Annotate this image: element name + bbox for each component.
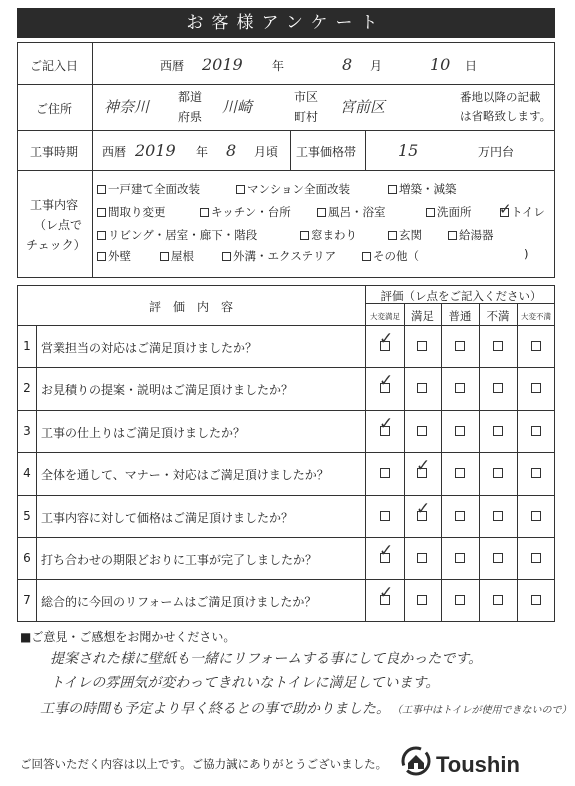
work-option[interactable] <box>300 227 357 243</box>
address-prefecture: 神奈川 <box>104 98 150 116</box>
rating-checkbox[interactable] <box>531 383 541 393</box>
question-number: 3 <box>23 423 31 438</box>
work-option-label: 一戸建て全面改装 <box>108 182 200 196</box>
checkbox[interactable] <box>317 208 326 217</box>
rating-checkbox[interactable] <box>417 341 427 351</box>
entry-year: 2019 <box>202 55 243 74</box>
rating-checkbox[interactable] <box>493 511 503 521</box>
address-label: ご住所 <box>36 102 73 116</box>
work-option[interactable] <box>362 248 419 264</box>
rating-checkbox[interactable] <box>380 511 390 521</box>
work-option-label: キッチン・台所 <box>211 205 291 219</box>
work-option[interactable] <box>97 181 200 197</box>
scale-unsatisfied: 不満 <box>486 309 510 323</box>
brand-name: Toushin <box>436 752 520 777</box>
question-text: 総合的に今回のリフォームはご満足頂けましたか？ <box>41 595 317 610</box>
rating-checkbox[interactable] <box>417 383 427 393</box>
checkbox[interactable] <box>222 252 231 261</box>
period-month-unit: 月頃 <box>254 145 279 159</box>
rating-checkbox[interactable] <box>493 383 503 393</box>
check-mark-icon: ✓ <box>379 541 394 561</box>
entry-month: 8 <box>342 55 353 74</box>
address-town: 宮前区 <box>340 98 386 116</box>
city-unit-top: 市区 <box>294 90 319 104</box>
rating-checkbox[interactable] <box>531 511 541 521</box>
question-number: 5 <box>23 508 31 523</box>
work-option-label: 外壁 <box>108 249 131 263</box>
work-option[interactable] <box>448 227 494 243</box>
checkbox[interactable] <box>200 208 209 217</box>
question-text: 打ち合わせの期限どおりに工事が完了しましたか？ <box>41 553 318 567</box>
work-content-label: 工事内容 <box>30 198 79 212</box>
question-number: 6 <box>23 551 31 565</box>
work-option-label: 窓まわり <box>311 228 357 242</box>
question-text: 全体を通して、マナー・対応はご満足頂けましたか？ <box>41 468 329 483</box>
comment-line-1: 提案された様に壁紙も一緒にリフォームする事にして良かったです。 <box>50 651 483 667</box>
checkbox[interactable] <box>97 252 106 261</box>
rating-checkbox[interactable] <box>416 498 431 521</box>
evaluation-table <box>17 285 555 622</box>
rating-checkbox[interactable] <box>455 595 465 605</box>
work-option[interactable] <box>388 181 457 197</box>
comment-line-3-note: （工事中はトイレが使用できないので） <box>392 705 572 716</box>
work-option[interactable] <box>97 227 257 243</box>
rating-checkbox[interactable] <box>416 456 431 478</box>
rating-checkbox[interactable] <box>379 413 394 436</box>
question-text: お見積りの提案・説明はご満足頂けましたか？ <box>41 383 294 398</box>
work-option[interactable] <box>97 248 131 264</box>
rating-checkbox[interactable] <box>455 426 465 436</box>
checkbox[interactable] <box>97 208 106 217</box>
rating-checkbox[interactable] <box>493 595 503 605</box>
work-option-label: トイレ <box>511 205 545 219</box>
page-title: お客様アンケート <box>17 8 555 38</box>
work-option-label: 間取り変更 <box>108 205 166 219</box>
work-option-label: 風呂・浴室 <box>328 205 386 219</box>
scale-neutral: 普通 <box>448 309 472 323</box>
work-option-label: 玄関 <box>399 228 422 242</box>
entry-day: 10 <box>430 55 451 74</box>
checkbox[interactable] <box>448 231 457 240</box>
entry-date-label: ご記入日 <box>30 59 79 73</box>
rating-checkbox[interactable] <box>379 371 394 393</box>
rating-checkbox[interactable] <box>531 595 541 605</box>
work-option-label: 給湯器 <box>459 228 494 242</box>
scale-satisfied: 満足 <box>411 309 434 323</box>
work-option-label: その他（ <box>373 249 419 263</box>
price-range-label: 工事価格帯 <box>296 145 357 159</box>
work-option[interactable] <box>388 227 422 243</box>
city-unit-bottom: 町村 <box>294 110 319 124</box>
rating-checkbox[interactable] <box>379 329 394 351</box>
check-mark-icon: ✓ <box>379 329 394 349</box>
period-year-unit: 年 <box>196 145 209 159</box>
rating-checkbox[interactable] <box>455 553 465 563</box>
rating-checkbox[interactable] <box>531 341 541 351</box>
checkbox[interactable] <box>388 185 397 194</box>
price-range-unit: 万円台 <box>478 145 515 159</box>
entry-year-unit: 年 <box>272 59 285 73</box>
question-text: 営業担当の対応はご満足頂けましたか？ <box>41 341 258 355</box>
rating-checkbox[interactable] <box>455 383 465 393</box>
question-number: 4 <box>23 466 31 481</box>
rating-checkbox[interactable] <box>531 468 541 478</box>
question-text: 工事の仕上りはご満足頂けましたか？ <box>41 425 246 440</box>
rating-checkbox[interactable] <box>379 541 394 563</box>
checkbox[interactable] <box>160 252 169 261</box>
work-option[interactable] <box>97 204 166 220</box>
rating-checkbox[interactable] <box>493 553 503 563</box>
comment-line-3: 工事の時間も予定より早く終るとの事で助かりました。 <box>40 701 390 717</box>
work-content-label-2: （レ点で <box>34 218 83 232</box>
work-option-label: マンション全面改装 <box>247 182 350 196</box>
question-number: 2 <box>23 381 31 396</box>
address-city: 川崎 <box>222 98 253 116</box>
checkbox[interactable] <box>97 231 106 240</box>
rating-checkbox[interactable] <box>455 341 465 351</box>
check-mark-icon: ✓ <box>416 456 431 477</box>
rating-checkbox[interactable] <box>380 468 390 478</box>
rating-checkbox[interactable] <box>493 468 503 478</box>
check-mark-icon: ✓ <box>379 583 394 604</box>
work-option-label: 屋根 <box>171 249 194 263</box>
scale-very-satisfied: 大変満足 <box>370 312 400 321</box>
checkbox[interactable] <box>97 185 106 194</box>
check-mark-icon: ✓ <box>416 498 431 519</box>
checkbox[interactable] <box>426 208 435 217</box>
rating-checkbox[interactable] <box>417 553 427 563</box>
comments-label: ■ご意見・ご感想をお聞かせください。 <box>20 630 236 644</box>
period-month: 8 <box>226 141 237 160</box>
work-option[interactable] <box>160 248 194 264</box>
eval-header-left: 評 価 内 容 <box>148 300 233 314</box>
checkbox[interactable] <box>388 231 397 240</box>
pref-unit-top: 都道 <box>178 90 203 104</box>
pref-unit-bottom: 府県 <box>178 110 203 124</box>
checkbox[interactable] <box>362 252 371 261</box>
checkbox[interactable] <box>236 185 245 194</box>
comment-line-2: トイレの雰囲気が変わってきれいなトイレに満足しています。 <box>50 675 440 691</box>
scale-very-unsatisfied: 大変不満 <box>521 312 551 321</box>
checkbox[interactable] <box>499 200 512 218</box>
work-option-label: リビング・居室・廊下・階段 <box>108 228 258 242</box>
work-period-label: 工事時期 <box>30 145 79 159</box>
address-note-1: 番地以降の記載 <box>460 90 541 104</box>
period-era: 西暦 <box>102 145 127 159</box>
address-note-2: は省略致します。 <box>460 109 552 123</box>
work-option[interactable] <box>222 248 336 264</box>
rating-checkbox[interactable] <box>493 426 503 436</box>
rating-checkbox[interactable] <box>531 426 541 436</box>
work-option-label: 洗面所 <box>437 205 472 219</box>
work-option[interactable] <box>426 204 472 220</box>
other-close: ) <box>524 247 529 261</box>
entry-era: 西暦 <box>160 59 185 73</box>
rating-checkbox[interactable] <box>379 583 394 605</box>
rating-checkbox[interactable] <box>417 426 427 436</box>
work-option[interactable] <box>317 204 386 220</box>
rating-checkbox[interactable] <box>455 468 465 478</box>
entry-month-unit: 月 <box>370 59 383 73</box>
entry-day-unit: 日 <box>465 59 478 73</box>
work-option[interactable] <box>236 181 350 197</box>
rating-checkbox[interactable] <box>417 595 427 605</box>
question-number: 1 <box>23 339 31 353</box>
work-option-label: 外溝・エクステリア <box>233 249 337 263</box>
checkbox[interactable] <box>300 231 309 240</box>
work-option[interactable] <box>200 204 291 220</box>
rating-checkbox[interactable] <box>455 511 465 521</box>
work-option-label: 増築・減築 <box>399 182 457 196</box>
rating-checkbox[interactable] <box>531 553 541 563</box>
check-mark-icon: ✓ <box>379 371 394 392</box>
footer-thanks: ご回答いただく内容は以上です。ご協力誠にありがとうございました。 <box>20 757 388 771</box>
work-option[interactable] <box>499 200 545 220</box>
eval-header-right: 評価（レ点をご記入ください） <box>380 289 542 303</box>
work-content-label-3: チェック） <box>26 238 86 252</box>
brand-logo-icon <box>400 745 432 777</box>
period-year: 2019 <box>135 141 176 160</box>
question-number: 7 <box>23 593 31 608</box>
price-range-value: 15 <box>398 141 419 160</box>
check-mark-icon: ✓ <box>499 200 512 218</box>
rating-checkbox[interactable] <box>493 341 503 351</box>
question-text: 工事内容に対して価格はご満足頂けましたか？ <box>41 510 294 525</box>
check-mark-icon: ✓ <box>379 413 394 434</box>
